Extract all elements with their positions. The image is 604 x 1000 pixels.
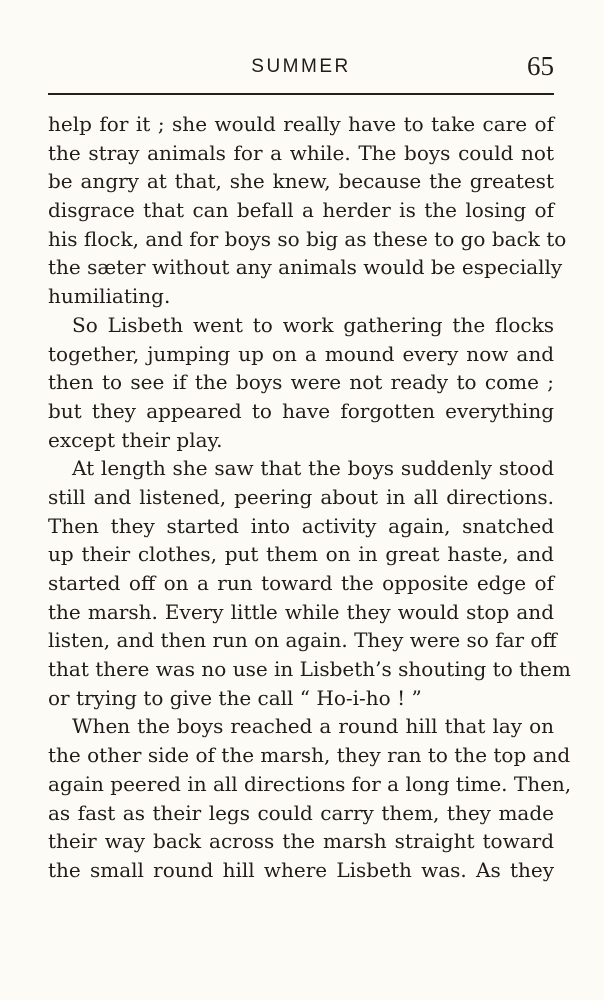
text-line: started off on a run toward the opposite edge of: [48, 571, 554, 595]
text-line: up their clothes, put them on in great haste, and: [48, 542, 554, 567]
text-line: together, jumping up on a mound every now and: [48, 341, 554, 366]
text-line: At length she saw that the boys suddenly stood: [72, 456, 554, 481]
text-line: the sæter without any animals would be especially: [48, 255, 563, 280]
text-line: When the boys reached a round hill that lay on: [72, 714, 554, 739]
body-text: [48, 110, 572, 885]
text-line: still and listened, peering about in all directions.: [48, 484, 554, 509]
page-number: 65: [527, 51, 554, 81]
text-line: listen, and then run on again. They were so far off: [48, 628, 557, 653]
text-line: but they appeared to have forgotten everything: [48, 398, 554, 423]
text-line: be angry at that, she knew, because the greatest: [48, 169, 554, 194]
text-line: disgrace that can befall a herder is the losing of: [48, 198, 554, 223]
text-line: help for it ; she would really have to take care of: [48, 112, 554, 136]
text-line: as fast as their legs could carry them, they made: [48, 800, 554, 825]
header-rule: [48, 93, 554, 95]
running-title: SUMMER: [251, 56, 351, 77]
text-line: their way back across the marsh straight toward: [48, 829, 554, 854]
text-line: his flock, and for boys so big as these to go back to: [48, 226, 567, 251]
text-line: So Lisbeth went to work gathering the flocks: [72, 312, 554, 337]
text-line: the other side of the marsh, they ran to the top and: [48, 743, 571, 768]
text-line: again peered in all directions for a long time. Then,: [48, 771, 572, 796]
text-line: the small round hill where Lisbeth was. As they: [48, 857, 554, 882]
text-line: Then they started into activity again, snatched: [48, 513, 554, 538]
book-page: [48, 51, 572, 882]
text-line: except their play.: [48, 427, 223, 452]
running-header: [48, 52, 554, 92]
text-line: that there was no use in Lisbeth’s shouting to them: [48, 657, 571, 682]
text-line: humiliating.: [48, 284, 171, 309]
text-line: then to see if the boys were not ready to come ;: [48, 370, 554, 395]
text-line: or trying to give the call “ Ho-i-ho ! ”: [48, 685, 422, 710]
text-line: the stray animals for a while. The boys could not: [48, 140, 554, 165]
text-line: the marsh. Every little while they would stop and: [48, 599, 554, 624]
